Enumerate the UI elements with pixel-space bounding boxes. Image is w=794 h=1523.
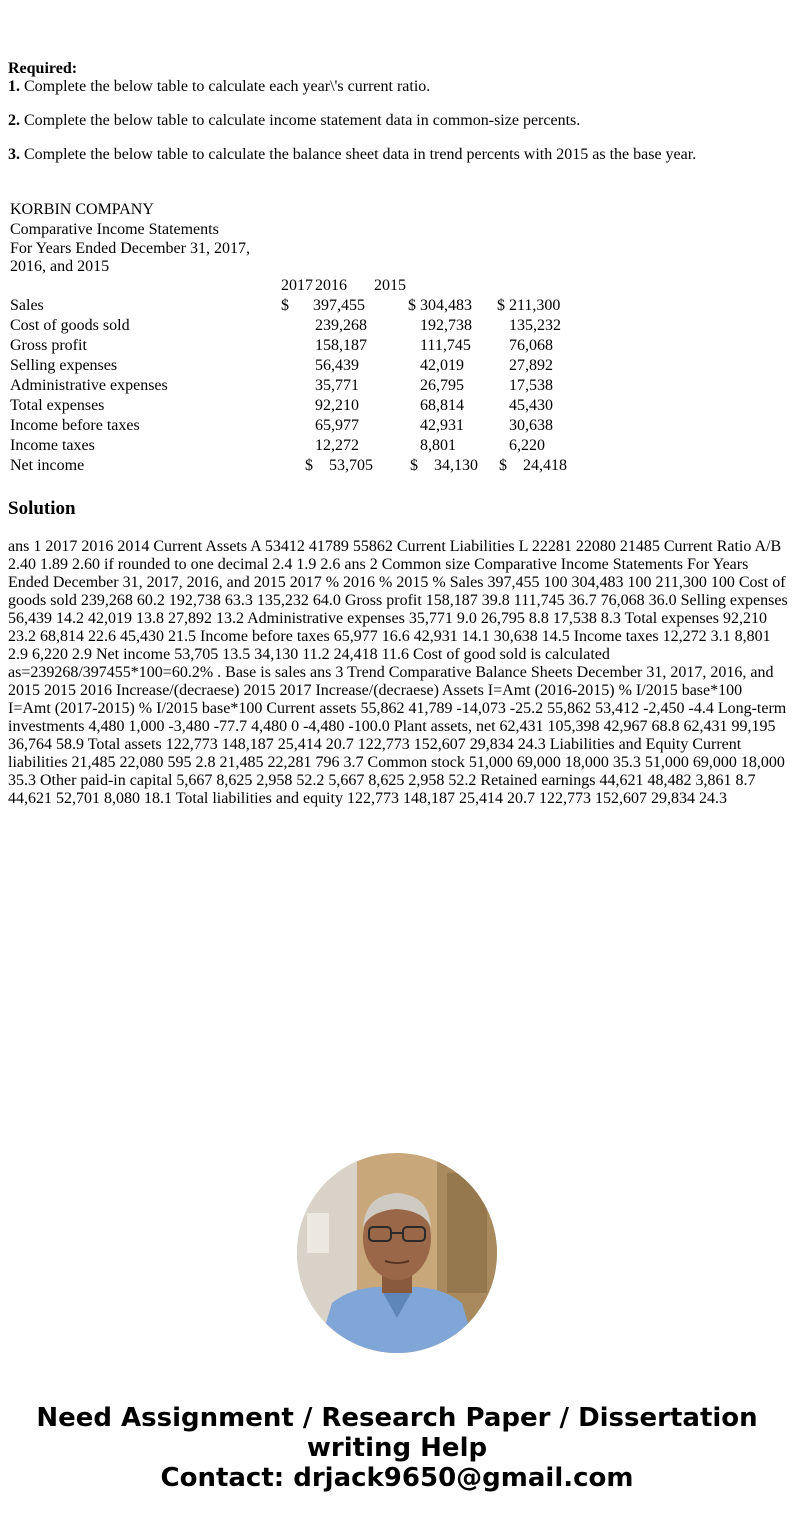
required-section <box>8 60 786 164</box>
author-photo-illustration <box>297 1153 497 1353</box>
year-header-2017: 2017 <box>281 277 313 294</box>
value-2015: 45,430 <box>509 397 553 414</box>
footer-line-1: Need Assignment / Research Paper / Dissertation <box>36 1403 758 1433</box>
year-header-2016: 2016 <box>315 277 347 294</box>
value-2016: 192,738 <box>420 317 472 334</box>
value-2017: $ 53,705 <box>305 457 373 474</box>
value-2015: 17,538 <box>509 377 553 394</box>
required-item-2-text: Complete the below table to calculate income statement data in common-size percents. <box>20 112 581 129</box>
required-item-1 <box>8 78 786 96</box>
required-item-3 <box>8 146 786 164</box>
value-2015: 6,220 <box>509 437 545 454</box>
row-label: Net income <box>10 457 85 474</box>
value-2015: 135,232 <box>509 317 561 334</box>
statement-period-line1: For Years Ended December 31, 2017, <box>10 240 250 257</box>
value-2016: 8,801 <box>420 437 456 454</box>
value-2017: 158,187 <box>315 337 367 354</box>
statement-row <box>10 336 610 356</box>
statement-row <box>10 416 610 436</box>
footer-contact: Contact: drjack9650@gmail.com <box>160 1463 634 1493</box>
value-2016: $ 304,483 <box>408 297 472 314</box>
footer-line-2: writing Help <box>306 1433 488 1463</box>
company-name: KORBIN COMPANY <box>10 201 154 218</box>
row-label: Income before taxes <box>10 417 140 434</box>
row-label: Total expenses <box>10 397 105 414</box>
statement-row <box>10 456 610 476</box>
value-2017: 92,210 <box>315 397 359 414</box>
year-header-row <box>10 276 610 296</box>
statement-row <box>10 316 610 336</box>
statement-row <box>10 296 610 316</box>
statement-row <box>10 436 610 456</box>
value-2017: 65,977 <box>315 417 359 434</box>
value-2015: 30,638 <box>509 417 553 434</box>
required-item-1-number: 1. <box>8 78 20 95</box>
value-2015: $ 211,300 <box>497 297 561 314</box>
value-2015: 76,068 <box>509 337 553 354</box>
required-item-3-number: 3. <box>8 146 20 163</box>
required-item-1-text: Complete the below table to calculate each year\'s current ratio. <box>20 78 431 95</box>
value-2017: 12,272 <box>315 437 359 454</box>
statement-row <box>10 396 610 416</box>
required-item-2-number: 2. <box>8 112 20 129</box>
row-label: Income taxes <box>10 437 95 454</box>
author-photo <box>297 1153 497 1353</box>
value-2016: 42,019 <box>420 357 464 374</box>
value-2015: 27,892 <box>509 357 553 374</box>
statement-rows <box>10 296 610 476</box>
value-2015: $ 24,418 <box>499 457 567 474</box>
year-header-2015: 2015 <box>374 277 406 294</box>
required-item-2 <box>8 112 786 130</box>
row-label: Administrative expenses <box>10 377 168 394</box>
value-2016: $ 34,130 <box>410 457 478 474</box>
value-2016: 111,745 <box>420 337 471 354</box>
statement-period-line2: 2016, and 2015 <box>10 258 110 275</box>
value-2016: 68,814 <box>420 397 464 414</box>
required-item-3-text: Complete the below table to calculate the balance sheet data in trend percents with 2015 as the base year. <box>20 146 697 163</box>
value-2017: 239,268 <box>315 317 367 334</box>
row-label: Selling expenses <box>10 357 118 374</box>
statement-row <box>10 356 610 376</box>
row-label: Gross profit <box>10 337 87 354</box>
statement-title: Comparative Income Statements <box>10 221 219 238</box>
row-label: Cost of goods sold <box>10 317 130 334</box>
value-2017: $ 397,455 <box>281 297 365 314</box>
statement-row <box>10 376 610 396</box>
value-2016: 42,931 <box>420 417 464 434</box>
income-statement-table <box>10 200 610 476</box>
value-2017: 35,771 <box>315 377 359 394</box>
value-2016: 26,795 <box>420 377 464 394</box>
solution-heading: Solution <box>8 498 76 519</box>
value-2017: 56,439 <box>315 357 359 374</box>
required-title: Required: <box>8 60 78 77</box>
statement-header <box>10 200 260 276</box>
solution-text: ans 1 2017 2016 2014 Current Assets A 53412 41789 55862 Current Liabilities L 22281 22080 21485 Current Ratio A/B 2.40 1.89 2.60 if rounded to one decimal 2.4 1.9 2.6 ans 2 Common size Comparative Income Statements For Years Ended December 31, 2017, 2016, and 2015 2017 % 2016 % 2015 % Sales 397,455 100 304,483 100 211,300 100 Cost of goods sold 239,268 60.2 192,738 63.3 135,232 64.0 Gross profit 158,187 39.8 111,745 36.7 76,068 36.0 Selling expenses 56,439 14.2 42,019 13.8 27,892 13.2 Administrative expenses 35,771 9.0 26,795 8.8 17,538 8.3 Total expenses 92,210 23.2 68,814 22.6 45,430 21.5 Income before taxes 65,977 16.6 42,931 14.1 30,638 14.5 Income taxes 12,272 3.1 8,801 2.9 6,220 2.9 Net income 53,705 13.5 34,130 11.2 24,418 11.6 Cost of good sold is calculated as=239268/397455*100=60.2% . Base is sales ans 3 Trend Comparative Balance Sheets December 31, 2017, 2016, and 2015 2015 2016 Increase/(decraese) 2015 2017 Increase/(decraese) Assets I=Amt (2016-2015) % I/2015 base*100 I=Amt (2017-2015) % I/2015 base*100 Current assets 55,862 41,789 -14,073 -25.2 55,862 53,412 -2,450 -4.4 Long-term investments 4,480 1,000 -3,480 -77.7 4,480 0 -4,480 -100.0 Plant assets, net 62,431 105,398 42,967 68.8 62,431 99,195 36,764 58.9 Total assets 122,773 148,187 25,414 20.7 122,773 152,607 29,834 24.3 Liabilities and Equity Current liabilities 21,485 22,080 595 2.8 21,485 22,281 796 3.7 Common stock 51,000 69,000 18,000 35.3 51,000 69,000 18,000 35.3 Other paid-in capital 5,667 8,625 2,958 52.2 5,667 8,625 2,958 52.2 Retained earnings 44,621 48,482 3,861 8.7 44,621 52,701 8,080 18.1 Total liabilities and equity 122,773 148,187 25,414 20.7 122,773 152,607 29,834 24.3 <box>8 538 788 807</box>
row-label: Sales <box>10 297 44 314</box>
footer-banner <box>0 1403 794 1493</box>
